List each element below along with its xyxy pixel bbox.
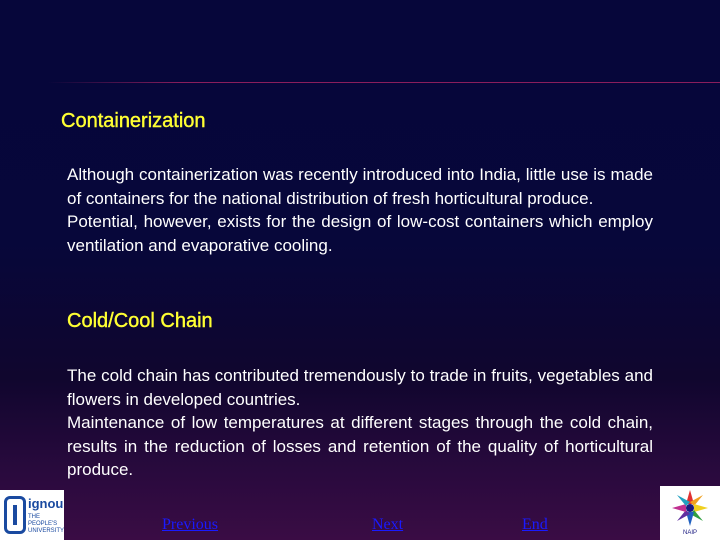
paragraph: Although containerization was recently introduced into India, little use is made of containers for the national distribution of fresh horticultural produce. xyxy=(67,165,653,208)
naip-emblem-icon xyxy=(660,486,720,530)
section-heading-containerization: Containerization xyxy=(61,110,206,132)
cold-chain-text xyxy=(67,364,653,482)
ignou-logo-subtitle: THE PEOPLE'S UNIVERSITY xyxy=(28,514,64,534)
paragraph: Maintenance of low temperatures at different stages through the cold chain, results in the reduction of losses and retention of the quality of horticultural produce. xyxy=(67,413,653,479)
next-link[interactable]: Next xyxy=(372,516,404,533)
previous-link[interactable]: Previous xyxy=(162,516,218,533)
paragraph: The cold chain has contributed tremendously to trade in fruits, vegetables and flowers in developed countries. xyxy=(67,366,653,409)
containerization-text xyxy=(67,163,653,257)
top-divider xyxy=(48,82,720,83)
end-link[interactable]: End xyxy=(522,516,548,533)
naip-logo-text: NAIP xyxy=(682,530,697,536)
ignou-emblem-icon xyxy=(4,496,26,534)
ignou-logo xyxy=(0,490,64,540)
naip-logo xyxy=(660,486,720,540)
section-heading-cold-chain: Cold/Cool Chain xyxy=(67,310,213,332)
paragraph: Potential, however, exists for the design of low-cost containers which employ ventilation and evaporative cooling. xyxy=(67,212,653,255)
ignou-logo-text: ignou xyxy=(28,496,64,511)
